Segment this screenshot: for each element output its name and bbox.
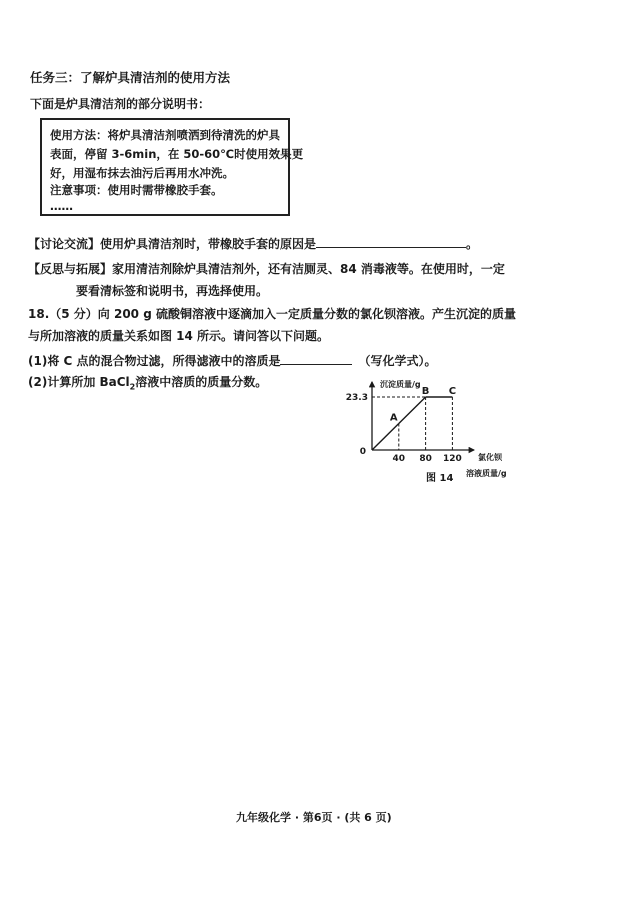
page-footer: 九年级化学 · 第6页 · (共 6 页): [236, 811, 392, 824]
question-18-part-1: [28, 352, 437, 369]
instructions-line: 好，用湿布抹去油污后再用水冲洗。: [50, 166, 234, 180]
part-1-suffix: （写化学式）。: [358, 354, 437, 368]
instructions-line: 表面，停留 3-6min，在 50-60℃时使用效果更: [50, 147, 304, 161]
part-2-subscript: 2: [129, 382, 136, 392]
reflection-line: 【反思与拓展】家用清洁剂除炉具清洁剂外，还有洁厕灵、84 消毒液等。在使用时，一定: [28, 262, 505, 276]
x-tick-label: 40: [392, 454, 406, 464]
x-tick-label: 80: [419, 454, 432, 464]
instructions-line: ……: [50, 199, 73, 213]
task-title: 任务三：了解炉具清洁剂的使用方法: [30, 70, 231, 85]
discussion-answer-blank[interactable]: [316, 235, 466, 248]
intro-text: 下面是炉具清洁剂的部分说明书：: [30, 97, 211, 111]
instructions-box: [40, 118, 304, 216]
part-1-answer-blank[interactable]: [280, 352, 352, 365]
instructions-line: 使用方法：将炉具清洁剂喷洒到待清洗的炉具: [50, 128, 280, 142]
discussion-suffix: 。: [466, 237, 479, 251]
point-label: C: [448, 386, 457, 397]
origin-label: 0: [359, 447, 366, 457]
series-line-segment: [372, 424, 399, 451]
part-1-prefix: (1)将 C 点的混合物过滤，所得滤液中的溶质是: [28, 354, 281, 368]
part-2-suffix: 溶液中溶质的质量分数。: [135, 375, 268, 389]
figure-caption: 图 14: [426, 473, 454, 482]
question-18-stem: 与所加溶液的质量关系如图 14 所示。请问答以下问题。: [28, 329, 330, 343]
y-tick-label: 23.3: [346, 393, 368, 403]
instructions-line: 注意事项：使用时需带橡胶手套。: [50, 183, 223, 197]
question-18-part-2: [28, 374, 267, 395]
discussion-question: [28, 235, 478, 252]
series-line-segment: [399, 397, 426, 424]
figure-14-chart: [346, 378, 526, 482]
question-18-stem: 18.（5 分）向 200 g 硫酸铜溶液中逐滴加入一定质量分数的氯化钡溶液。产生沉淀的质量: [28, 307, 516, 321]
x-axis-label: 溶液质量/g: [466, 469, 507, 478]
x-axis-label: 氯化钡: [478, 453, 502, 462]
reflection-line: 要看清标签和说明书，再选择使用。: [76, 284, 269, 298]
discussion-prefix: 【讨论交流】使用炉具清洁剂时，带橡胶手套的原因是: [28, 237, 317, 251]
point-label: B: [421, 386, 430, 397]
x-tick-label: 120: [443, 454, 462, 464]
part-2-prefix: (2)计算所加 BaCl: [28, 375, 130, 389]
point-label: A: [389, 412, 398, 424]
y-axis-label: 沉淀质量/g: [380, 380, 421, 389]
